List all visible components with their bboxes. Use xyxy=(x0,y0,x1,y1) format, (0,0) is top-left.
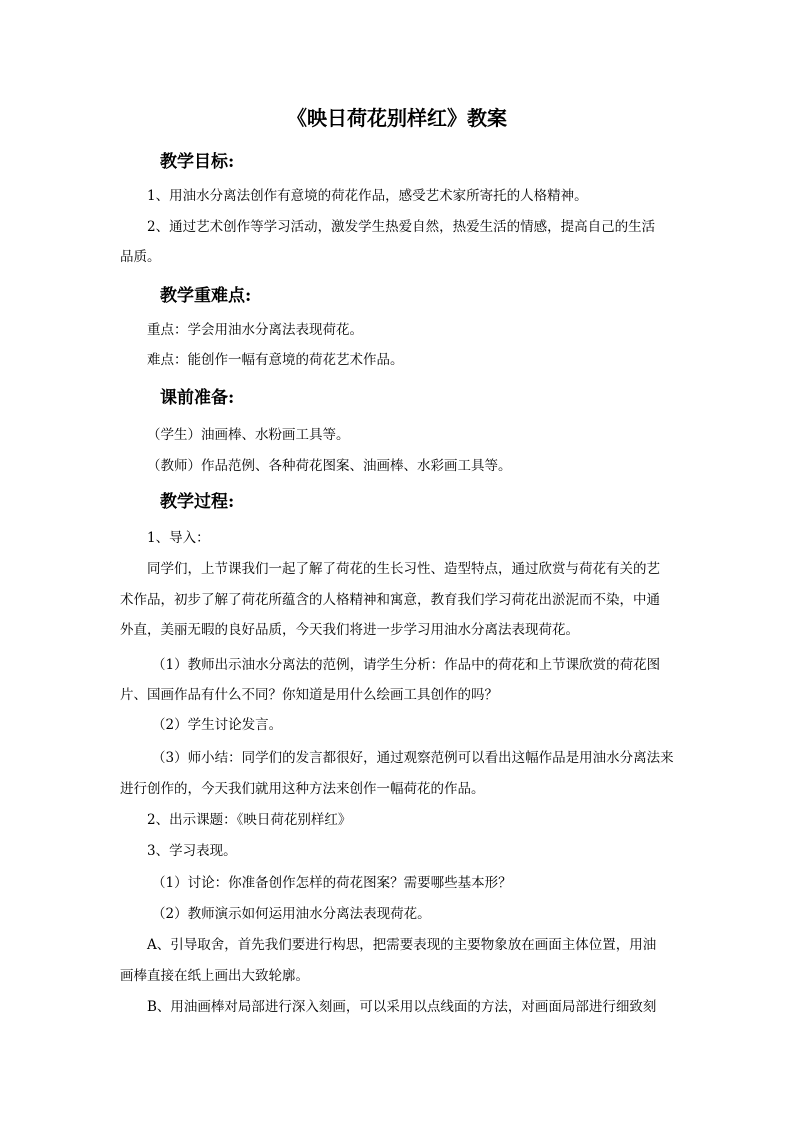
item-3-line-2: 进行创作的，今天我们就用这种方法来创作一幅荷花的作品。 xyxy=(120,781,485,797)
sub-item-2: （2）教师演示如何运用油水分离法表现荷花。 xyxy=(152,906,431,922)
objective-2-line-1: 2、通过艺术创作等学习活动，激发学生热爱自然，热爱生活的情感，提高自己的生活 xyxy=(147,219,656,235)
intro-line-2: 术作品，初步了解了荷花所蕴含的人格精神和寓意，教育我们学习荷花出淤泥而不染，中通 xyxy=(120,592,660,608)
item-3-line-1: （3）师小结：同学们的发言都很好，通过观察范例可以看出这幅作品是用油水分离法来 xyxy=(152,750,674,766)
item-1-line-2: 片、国画作品有什么不同？你知道是用什么绘画工具创作的吗？ xyxy=(120,687,498,703)
process-step-2: 2、出示课题：《映日荷花别样红》 xyxy=(147,812,352,828)
intro-line-3: 外直，美丽无暇的良好品质，今天我们将进一步学习用油水分离法表现荷花。 xyxy=(120,622,579,638)
preparation-teacher: （教师）作品范例、各种荷花图案、油画棒、水彩画工具等。 xyxy=(147,458,512,474)
step-b-line-1: B、用油画棒对局部进行深入刻画，可以采用以点线面的方法，对画面局部进行细致刻 xyxy=(147,999,657,1015)
heading-preparation: 课前准备: xyxy=(160,388,235,408)
objective-1: 1、用油水分离法创作有意境的荷花作品，感受艺术家所寄托的人格精神。 xyxy=(147,188,588,204)
preparation-student: （学生）油画棒、水粉画工具等。 xyxy=(147,427,350,443)
process-step-3: 3、学习表现。 xyxy=(147,843,237,859)
document-title: 《映日荷花别样红》教案 xyxy=(287,106,507,130)
sub-item-1: （1）讨论：你准备创作怎样的荷花图案？需要哪些基本形？ xyxy=(152,875,512,891)
step-a-line-1: A、引导取舍，首先我们要进行构思，把需要表现的主要物象放在画面主体位置，用油 xyxy=(147,937,657,953)
step-a-line-2: 画棒直接在纸上画出大致轮廓。 xyxy=(120,968,309,984)
process-step-1: 1、导入： xyxy=(147,530,210,546)
difficulty-point: 难点：能创作一幅有意境的荷花艺术作品。 xyxy=(147,352,404,368)
key-point: 重点：学会用油水分离法表现荷花。 xyxy=(147,322,363,338)
heading-key-points: 教学重难点: xyxy=(160,286,252,306)
item-2: （2）学生讨论发言。 xyxy=(152,717,283,733)
heading-process: 教学过程: xyxy=(160,492,235,512)
heading-objectives: 教学目标: xyxy=(160,152,235,172)
intro-line-1: 同学们，上节课我们一起了解了荷花的生长习性、造型特点，通过欣赏与荷花有关的艺 xyxy=(147,561,660,577)
item-1-line-1: （1）教师出示油水分离法的范例，请学生分析：作品中的荷花和上节课欣赏的荷花图 xyxy=(152,657,661,673)
objective-2-line-2: 品质。 xyxy=(120,249,161,265)
